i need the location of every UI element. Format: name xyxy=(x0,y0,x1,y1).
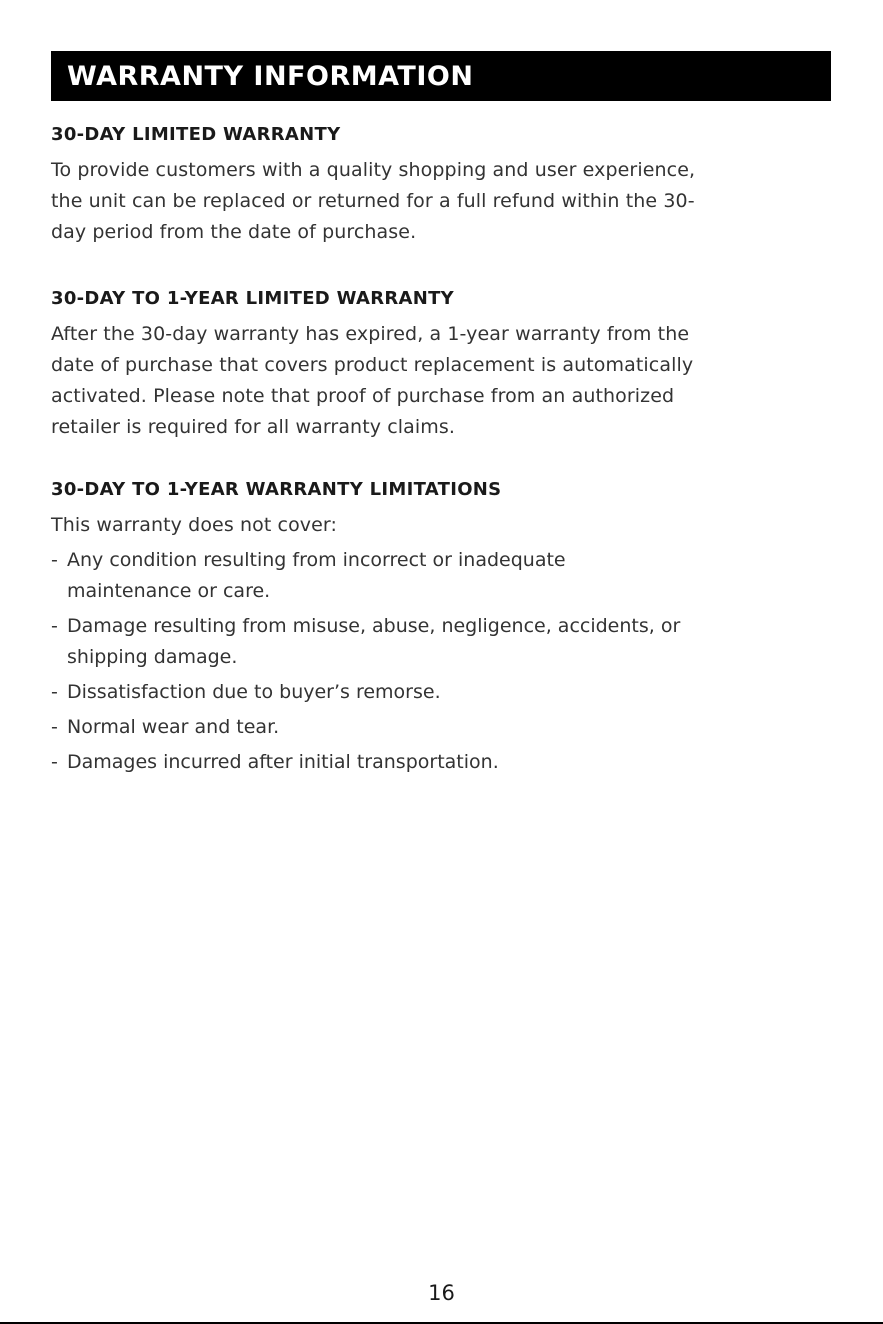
warranty-banner xyxy=(51,51,831,101)
list-item-line: Damage resulting from misuse, abuse, negligence, accidents, or xyxy=(67,615,681,637)
section-30-day-limited-warranty xyxy=(51,123,841,248)
list-item xyxy=(51,677,841,708)
list-dash: - xyxy=(51,681,58,703)
section-heading: 30-DAY TO 1-YEAR LIMITED WARRANTY xyxy=(51,288,455,309)
section-heading: 30-DAY LIMITED WARRANTY xyxy=(51,124,341,145)
section-heading: 30-DAY TO 1-YEAR WARRANTY LIMITATIONS xyxy=(51,479,502,500)
paragraph-line: activated. Please note that proof of purchase from an authorized xyxy=(51,385,675,407)
list-item-line: Any condition resulting from incorrect or inadequate xyxy=(67,549,566,571)
list-item-line: maintenance or care. xyxy=(67,580,271,602)
section-paragraph xyxy=(51,319,841,443)
limitations-list xyxy=(51,545,841,778)
paragraph-line: date of purchase that covers product replacement is automatically xyxy=(51,354,694,376)
list-item xyxy=(51,712,841,743)
list-item-line: shipping damage. xyxy=(67,646,238,668)
list-item-line: Damages incurred after initial transportation. xyxy=(67,751,499,773)
section-paragraph xyxy=(51,155,841,248)
section-warranty-limitations xyxy=(51,478,841,782)
paragraph-line: the unit can be replaced or returned for a full refund within the 30- xyxy=(51,190,695,212)
paragraph-line: To provide customers with a quality shopping and user experience, xyxy=(51,159,696,181)
paragraph-line: day period from the date of purchase. xyxy=(51,221,417,243)
section-1-year-limited-warranty xyxy=(51,287,841,443)
page-number: 16 xyxy=(428,1281,455,1305)
limitations-intro: This warranty does not cover: xyxy=(51,514,338,536)
list-item xyxy=(51,611,841,673)
list-dash: - xyxy=(51,615,58,637)
list-dash: - xyxy=(51,751,58,773)
list-dash: - xyxy=(51,549,58,571)
list-item xyxy=(51,545,841,607)
paragraph-line: After the 30-day warranty has expired, a 1-year warranty from the xyxy=(51,323,690,345)
list-item-line: Normal wear and tear. xyxy=(67,716,280,738)
paragraph-line: retailer is required for all warranty claims. xyxy=(51,416,456,438)
list-dash: - xyxy=(51,716,58,738)
list-item xyxy=(51,747,841,778)
page-title: WARRANTY INFORMATION xyxy=(67,60,474,92)
list-item-line: Dissatisfaction due to buyer’s remorse. xyxy=(67,681,441,703)
